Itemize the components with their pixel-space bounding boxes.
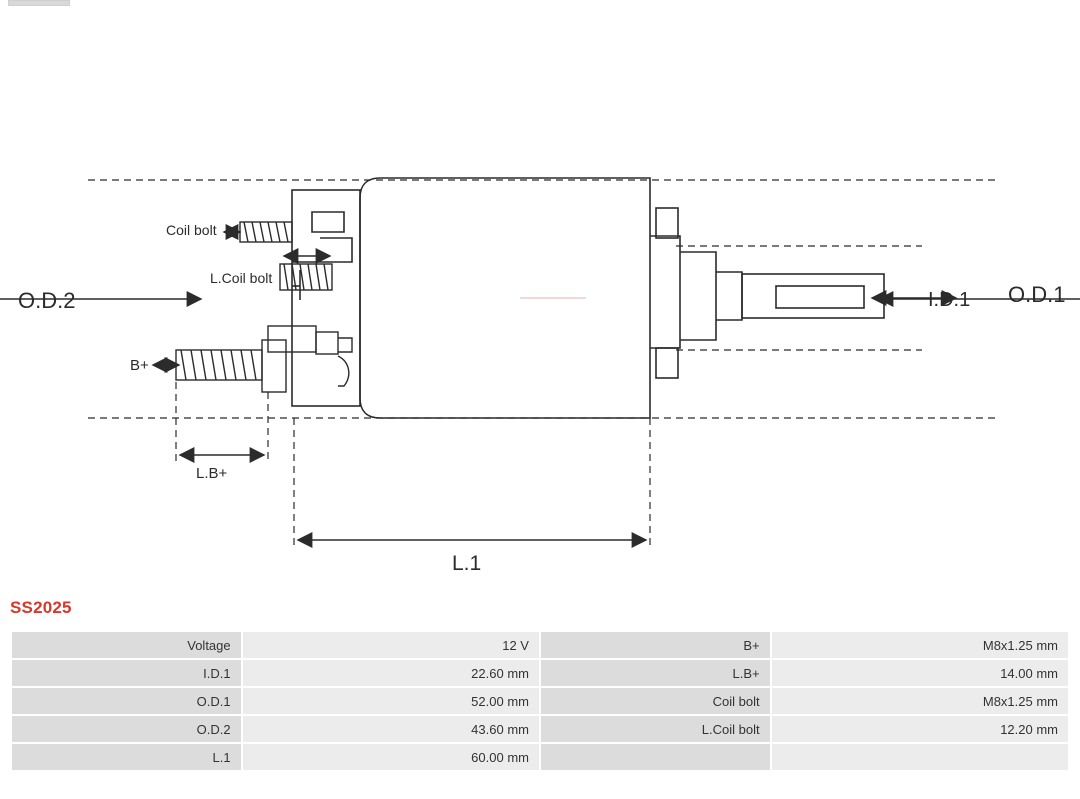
spec-label: I.D.1 [12, 660, 241, 686]
spec-label: L.Coil bolt [541, 716, 770, 742]
table-row [12, 632, 1068, 658]
spec-value: 12.20 mm [772, 716, 1068, 742]
spec-value: 14.00 mm [772, 660, 1068, 686]
spec-value: M8x1.25 mm [772, 688, 1068, 714]
label-coil-bolt: Coil bolt [166, 222, 217, 238]
spec-label: Voltage [12, 632, 241, 658]
spec-label: B+ [541, 632, 770, 658]
label-bplus: B+ [130, 357, 149, 374]
spec-value-empty [772, 744, 1068, 770]
label-lcoil-bolt: L.Coil bolt [210, 270, 273, 286]
spec-value: 12 V [243, 632, 539, 658]
label-lbplus: L.B+ [196, 465, 228, 482]
spec-value: M8x1.25 mm [772, 632, 1068, 658]
table-row [12, 744, 1068, 770]
spec-label: L.B+ [541, 660, 770, 686]
spec-label: O.D.2 [12, 716, 241, 742]
label-od2: O.D.2 [18, 288, 76, 313]
label-l1: L.1 [452, 552, 482, 575]
spec-label: L.1 [12, 744, 241, 770]
part-code: SS2025 [10, 598, 72, 617]
label-od1: O.D.1 [1008, 282, 1066, 307]
table-row [12, 688, 1068, 714]
spec-value: 43.60 mm [243, 716, 539, 742]
table-row [12, 716, 1068, 742]
spec-value: 22.60 mm [243, 660, 539, 686]
table-row [12, 660, 1068, 686]
spec-value: 60.00 mm [243, 744, 539, 770]
spec-label-empty [541, 744, 770, 770]
specifications-table [10, 630, 1070, 772]
spec-label: Coil bolt [541, 688, 770, 714]
spec-value: 52.00 mm [243, 688, 539, 714]
label-id1: I.D.1 [928, 289, 971, 311]
spec-label: O.D.1 [12, 688, 241, 714]
